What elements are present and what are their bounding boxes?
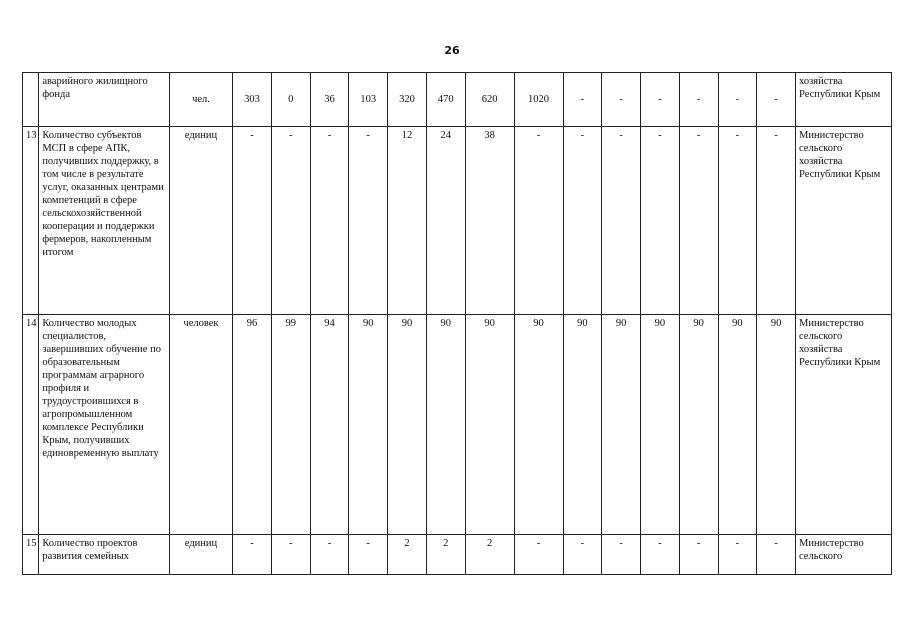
value-cell: - [563,535,602,575]
value-cell: - [602,73,641,127]
value-cell: - [757,127,796,315]
value-cell: 90 [602,315,641,535]
row-number: 15 [23,535,39,575]
value-cell: - [271,535,310,575]
value-cell: 90 [514,315,563,535]
indicator-name: Количество молодых специалистов, завершивших обучение по образовательным программам аграрного профиля и трудоустроившихся в агропромышленном комплексе Республики Крым, получивших единовременную выплату [39,315,170,535]
unit-cell: единиц [169,535,232,575]
value-cell: - [679,535,718,575]
value-cell: 90 [757,315,796,535]
value-cell: - [757,73,796,127]
value-cell: - [679,73,718,127]
unit-cell: чел. [169,73,232,127]
value-cell: - [233,535,272,575]
table-row [23,127,892,315]
value-cell: - [718,535,757,575]
value-cell: 103 [349,73,388,127]
unit-cell: единиц [169,127,232,315]
value-cell: - [514,535,563,575]
value-cell: 12 [388,127,427,315]
value-cell: - [602,127,641,315]
value-cell: 24 [426,127,465,315]
row-number: 13 [23,127,39,315]
responsible-org: Министерство сельского хозяйства Республики Крым [796,315,892,535]
value-cell: 620 [465,73,514,127]
indicators-table [22,72,892,575]
value-cell: 303 [233,73,272,127]
value-cell: 38 [465,127,514,315]
value-cell: - [641,535,680,575]
row-number [23,73,39,127]
value-cell: 90 [465,315,514,535]
value-cell: 1020 [514,73,563,127]
value-cell: 90 [563,315,602,535]
value-cell: 470 [426,73,465,127]
value-cell: - [563,73,602,127]
responsible-org: хозяйства Республики Крым [796,73,892,127]
value-cell: - [602,535,641,575]
value-cell: - [514,127,563,315]
value-cell: 90 [426,315,465,535]
value-cell: 320 [388,73,427,127]
table-row [23,535,892,575]
value-cell: - [310,127,349,315]
value-cell: - [349,535,388,575]
value-cell: - [310,535,349,575]
value-cell: 90 [349,315,388,535]
value-cell: 99 [271,315,310,535]
value-cell: - [718,73,757,127]
value-cell: 2 [388,535,427,575]
value-cell: - [233,127,272,315]
value-cell: - [563,127,602,315]
value-cell: 96 [233,315,272,535]
value-cell: - [349,127,388,315]
unit-cell: человек [169,315,232,535]
row-number: 14 [23,315,39,535]
indicator-name: аварийного жилищного фонда [39,73,170,127]
value-cell: 36 [310,73,349,127]
value-cell: 90 [641,315,680,535]
value-cell: 90 [718,315,757,535]
value-cell: - [679,127,718,315]
value-cell: - [641,127,680,315]
value-cell: - [718,127,757,315]
value-cell: - [757,535,796,575]
page-number: 26 [444,44,460,57]
responsible-org: Министерство сельского [796,535,892,575]
value-cell: 2 [426,535,465,575]
indicator-name: Количество проектов развития семейных [39,535,170,575]
value-cell: 94 [310,315,349,535]
value-cell: - [271,127,310,315]
responsible-org: Министерство сельского хозяйства Республики Крым [796,127,892,315]
value-cell: 90 [388,315,427,535]
value-cell: 2 [465,535,514,575]
value-cell: 90 [679,315,718,535]
value-cell: - [641,73,680,127]
value-cell: 0 [271,73,310,127]
indicator-name: Количество субъектов МСП в сфере АПК, получивших поддержку, в том числе в результате услуг, оказанных центрами компетенций в сфере сельскохозяйственной кооперации и поддержки фермеров, накопленным итогом [39,127,170,315]
table-row [23,315,892,535]
table-row [23,73,892,127]
